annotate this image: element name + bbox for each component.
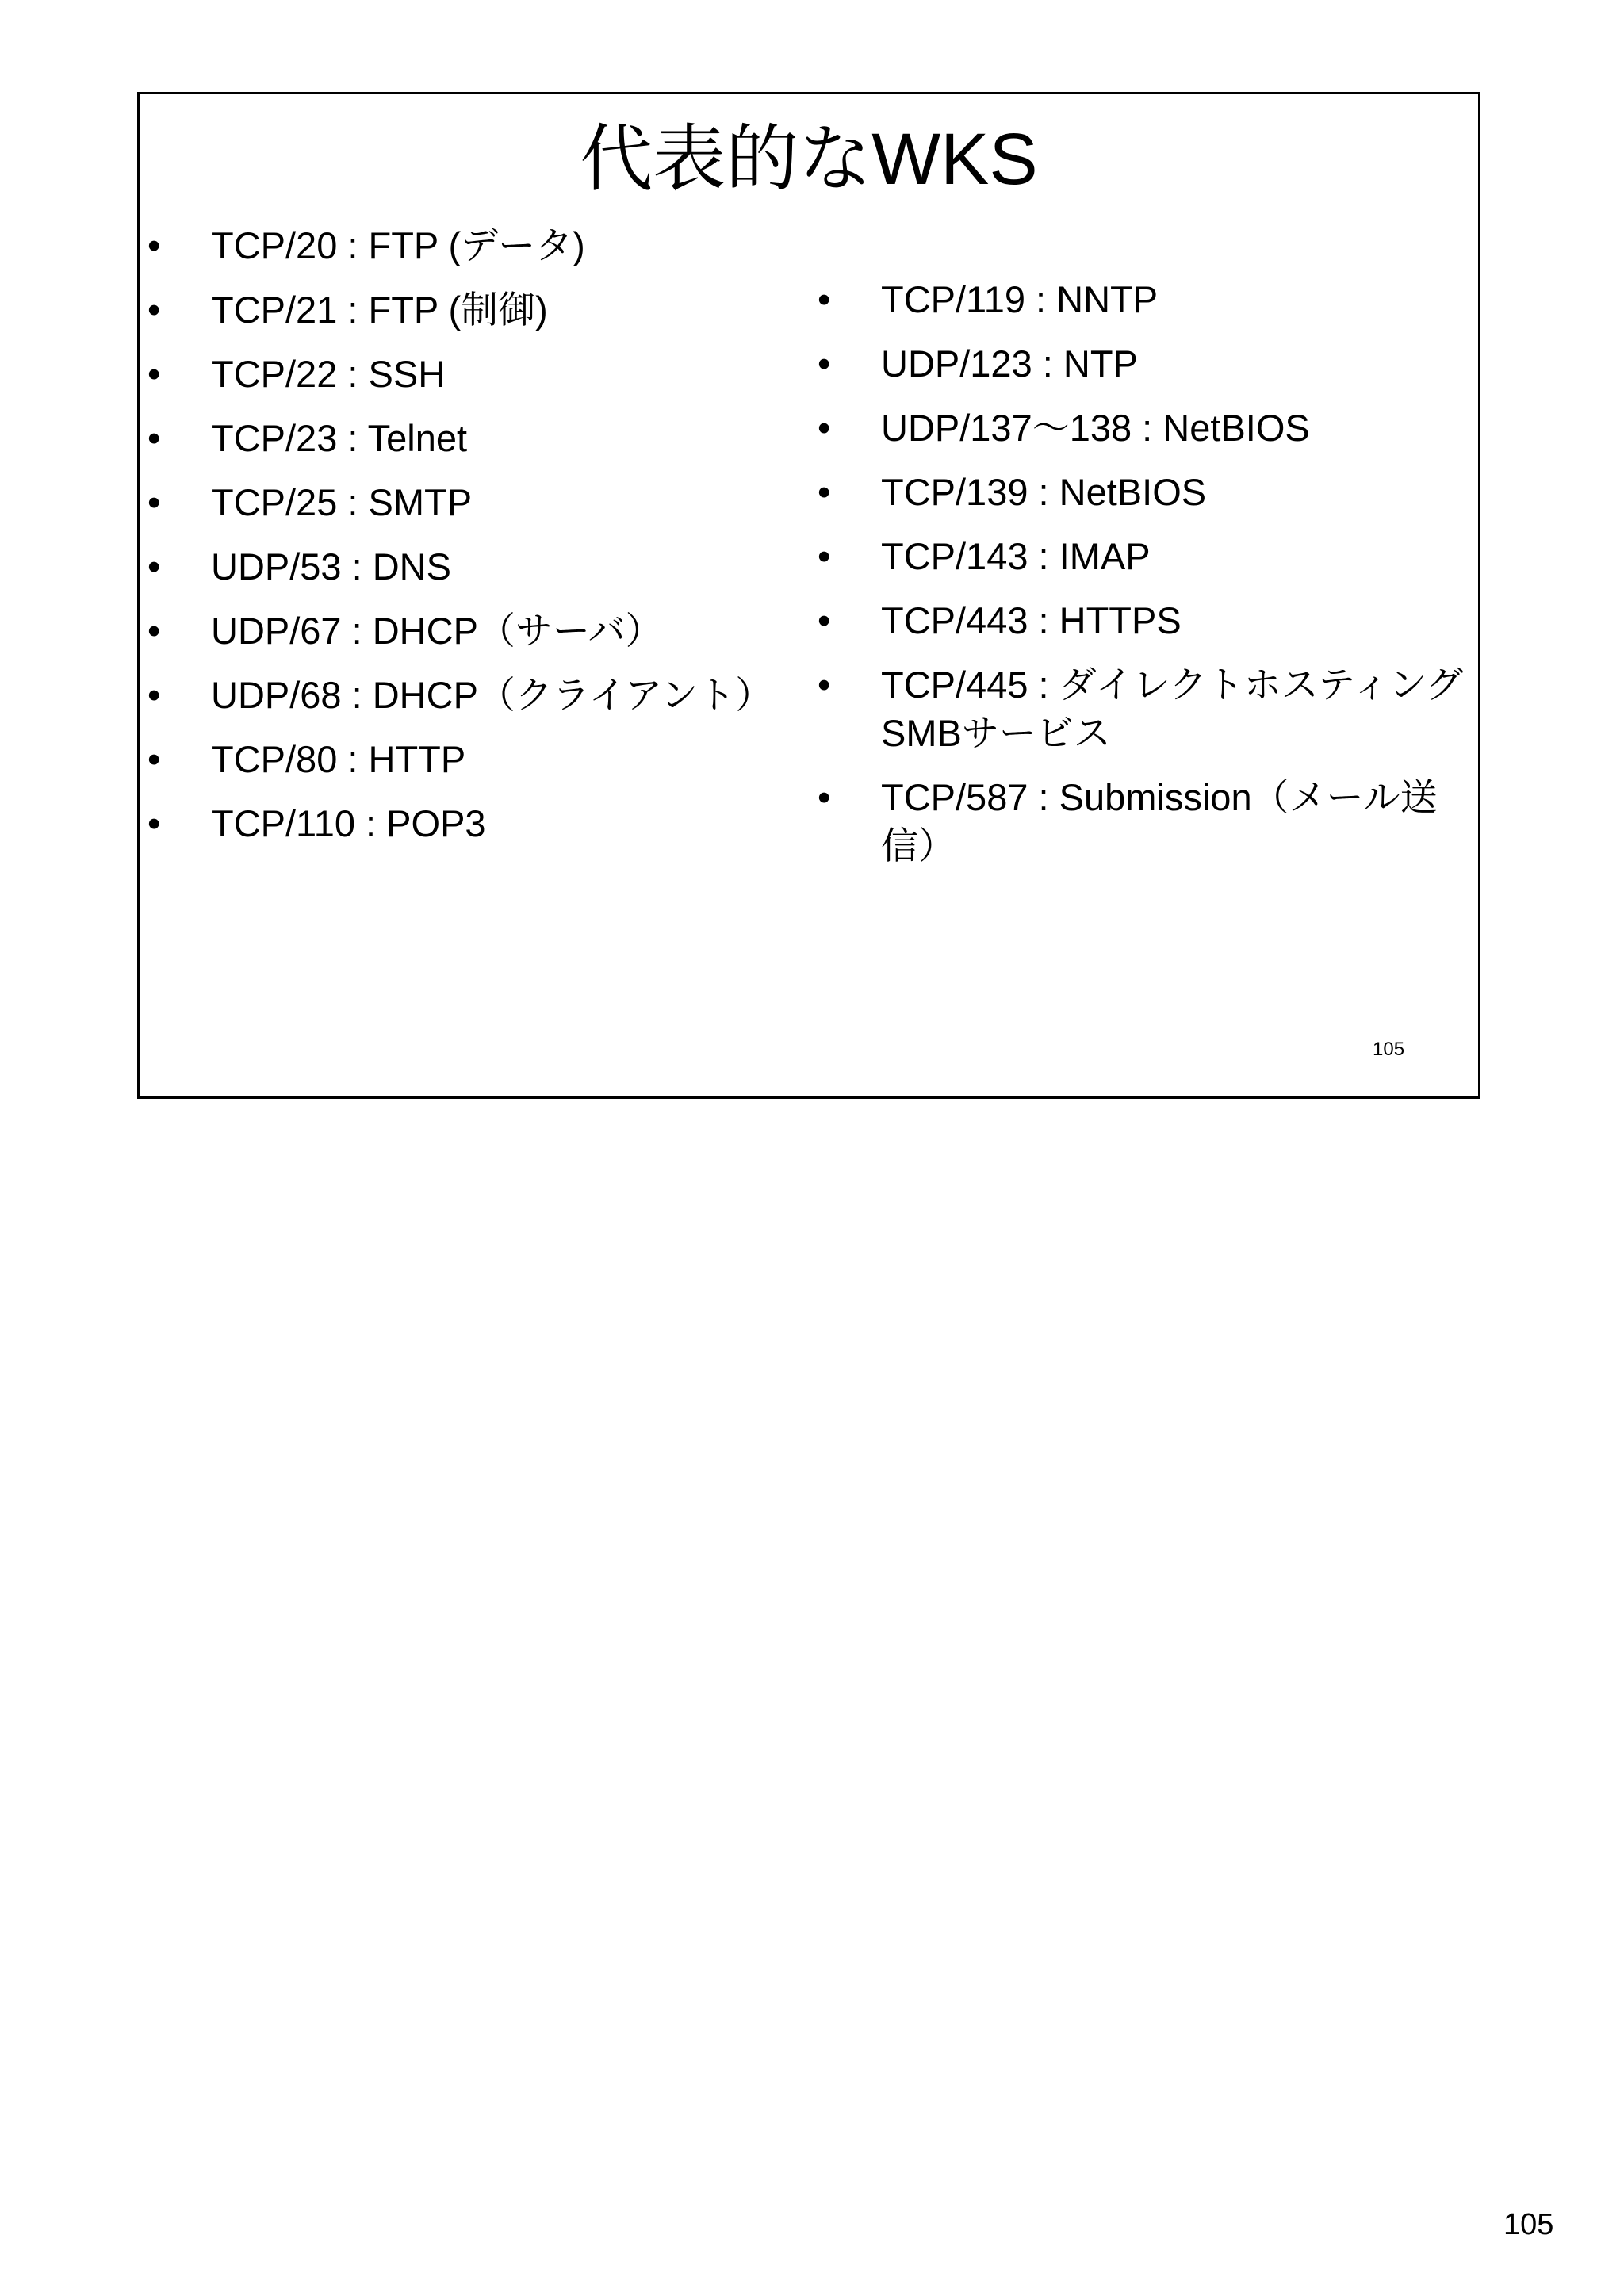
slide-title: 代表的なWKS — [580, 119, 1038, 200]
list-item — [147, 735, 798, 783]
list-item — [147, 478, 798, 526]
bullet-icon: • — [147, 802, 161, 844]
list-item — [147, 671, 798, 719]
list-item — [147, 221, 798, 270]
list-item-text: UDP/137～138 : NetBIOS — [881, 407, 1310, 449]
list-item-text: TCP/139 : NetBIOS — [881, 471, 1207, 513]
list-item — [818, 404, 1476, 452]
page-number: 105 — [1503, 2208, 1554, 2241]
slide-number: 105 — [1373, 1039, 1405, 1060]
list-item — [147, 414, 798, 462]
bullet-icon: • — [147, 481, 161, 523]
list-item-text: UDP/53 : DNS — [211, 545, 451, 587]
list-item-text: TCP/587 : Submission（メール送信） — [881, 776, 1438, 867]
left-bullet-list — [147, 221, 798, 863]
bullet-icon: • — [147, 674, 161, 716]
list-item — [147, 607, 798, 655]
list-item-text: TCP/119 : NNTP — [881, 278, 1159, 320]
bullet-icon: • — [818, 342, 831, 385]
bullet-icon: • — [818, 664, 831, 706]
bullet-icon: • — [147, 417, 161, 459]
bullet-icon: • — [818, 407, 831, 449]
list-item — [818, 773, 1476, 870]
list-item-text: TCP/443 : HTTPS — [881, 599, 1182, 641]
list-item — [147, 285, 798, 334]
list-item — [818, 660, 1476, 757]
list-item-text: UDP/68 : DHCP（クライアント） — [211, 674, 773, 716]
list-item-text: TCP/110 : POP3 — [211, 802, 486, 844]
bullet-icon: • — [818, 278, 831, 320]
list-item-text: TCP/143 : IMAP — [881, 535, 1151, 577]
list-item-text: TCP/20 : FTP (データ) — [211, 224, 585, 266]
list-item — [818, 596, 1476, 645]
list-item-text: TCP/22 : SSH — [211, 353, 446, 395]
list-item — [818, 468, 1476, 516]
list-item — [818, 532, 1476, 580]
list-item-text: TCP/445 : ダイレクトホスティングSMBサービス — [881, 664, 1464, 754]
slide-frame — [137, 92, 1480, 1099]
bullet-icon: • — [147, 738, 161, 780]
bullet-icon: • — [818, 471, 831, 513]
list-item-text: TCP/80 : HTTP — [211, 738, 466, 780]
list-item-text: UDP/67 : DHCP（サーバ） — [211, 610, 663, 652]
list-item-text: TCP/25 : SMTP — [211, 481, 473, 523]
list-item-text: UDP/123 : NTP — [881, 342, 1138, 385]
bullet-icon: • — [147, 289, 161, 331]
list-item — [818, 275, 1476, 323]
list-item — [818, 339, 1476, 388]
bullet-icon: • — [818, 599, 831, 641]
right-bullet-list — [818, 275, 1476, 886]
list-item-text: TCP/21 : FTP (制御) — [211, 289, 548, 331]
bullet-icon: • — [147, 224, 161, 266]
bullet-icon: • — [147, 545, 161, 587]
bullet-icon: • — [147, 610, 161, 652]
bullet-icon: • — [818, 535, 831, 577]
bullet-icon: • — [818, 776, 831, 818]
list-item-text: TCP/23 : Telnet — [211, 417, 468, 459]
list-item — [147, 542, 798, 591]
list-item — [147, 350, 798, 398]
bullet-icon: • — [147, 353, 161, 395]
list-item — [147, 799, 798, 848]
